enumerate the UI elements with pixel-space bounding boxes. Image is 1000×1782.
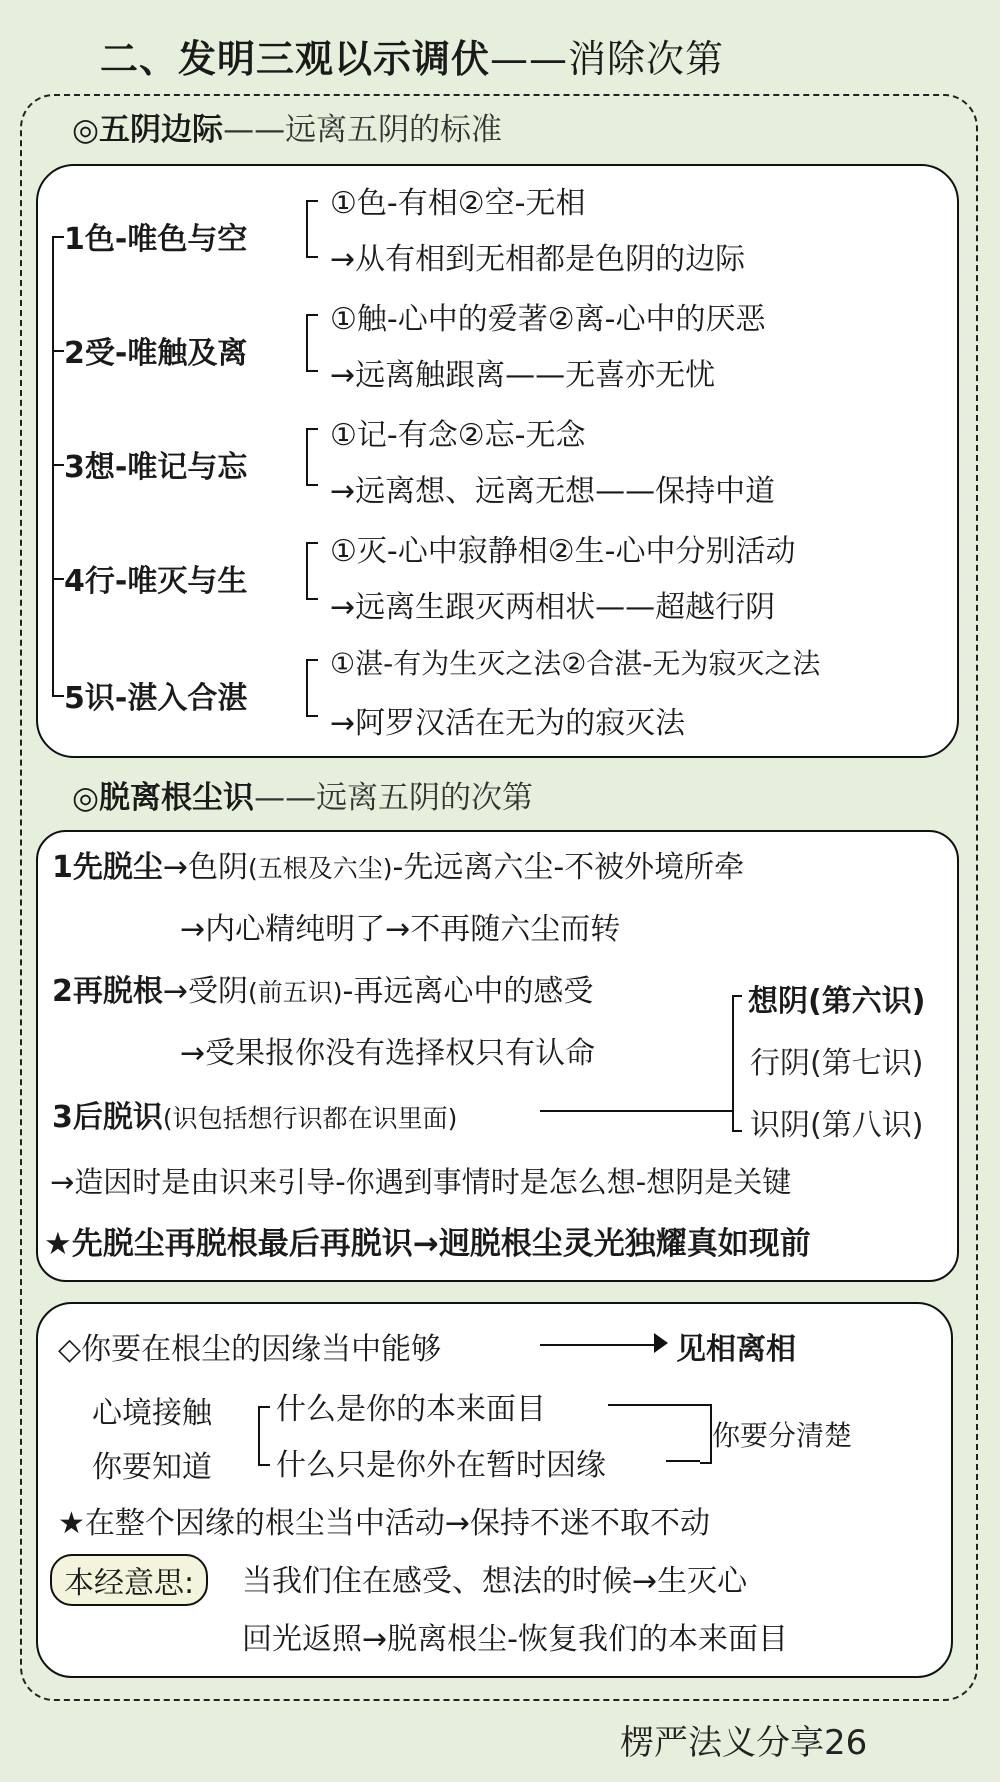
right-join-bracket xyxy=(700,1404,712,1464)
step2-line2: →受果报你没有选择权只有认命 xyxy=(180,1036,596,1071)
section1-item-label: 1色-唯色与空 xyxy=(64,222,248,257)
left-b: 你要知道 xyxy=(92,1450,212,1485)
section1-item-label: 4行-唯灭与生 xyxy=(64,564,248,599)
right-group-bracket xyxy=(732,995,734,1130)
right-item-xiangyin: 想阴(第六识) xyxy=(748,984,926,1019)
mid-b: 什么只是你外在暂时因缘 xyxy=(276,1448,606,1483)
section1-item-line2: →远离想、远离无想——保持中道 xyxy=(330,474,776,509)
section1-item-line2: →阿罗汉活在无为的寂灭法 xyxy=(330,706,686,741)
meaning-pill: 本经意思: xyxy=(50,1554,208,1606)
step3-line: 3后脱识(识包括想行识都在识里面) xyxy=(52,1100,458,1135)
meaning-line1: 当我们住在感受、想法的时候→生灭心 xyxy=(242,1564,748,1599)
section1-item-line1: ①触-心中的爱著②离-心中的厌恶 xyxy=(330,302,766,337)
cause-line: →造因时是由识来引导-你遇到事情时是怎么想-想阴是关键 xyxy=(50,1165,792,1199)
item-bracket xyxy=(306,542,318,600)
page-title: 二、发明三观以示调伏——消除次第 xyxy=(100,37,725,81)
right-item-xingyin: 行阴(第七识) xyxy=(750,1046,924,1081)
left-a: 心境接触 xyxy=(92,1396,212,1431)
item-bracket xyxy=(306,200,318,258)
section1-heading: ◎五阴边际——远离五阴的标准 xyxy=(72,112,503,148)
section1-item-line1: ①湛-有为生灭之法②合湛-无为寂灭之法 xyxy=(330,647,821,680)
mid-bracket xyxy=(258,1406,270,1466)
right-item-shiyin: 识阴(第八识) xyxy=(750,1108,924,1143)
footer-caption: 楞严法义分享26 xyxy=(620,1723,868,1763)
step1-line: 1先脱尘→色阴(五根及六尘)-先远离六尘-不被外境所牵 xyxy=(52,850,745,885)
step1-line2: →内心精纯明了→不再随六尘而转 xyxy=(180,912,621,947)
item-bracket xyxy=(306,314,318,372)
section1-item-label: 5识-湛入合湛 xyxy=(64,681,248,716)
mid-a: 什么是你的本来面目 xyxy=(276,1392,546,1427)
long-arrow xyxy=(540,1344,658,1346)
star-line: ★先脱尘再脱根最后再脱识→迥脱根尘灵光独耀真如现前 xyxy=(44,1226,811,1262)
section3-line1: ◇你要在根尘的因缘当中能够 xyxy=(58,1332,442,1367)
meaning-line2: 回光返照→脱离根尘-恢复我们的本来面目 xyxy=(242,1622,788,1657)
step3-label: 3后脱识 xyxy=(52,1100,163,1135)
section1-item-line1: ①灭-心中寂静相②生-心中分别活动 xyxy=(330,534,796,569)
see-form-leave-form: 见相离相 xyxy=(676,1332,796,1367)
section1-item-label: 3想-唯记与忘 xyxy=(64,450,248,485)
section1-item-line2: →从有相到无相都是色阴的边际 xyxy=(330,242,746,277)
section1-item-label: 2受-唯触及离 xyxy=(64,336,248,371)
item-bracket xyxy=(306,428,318,486)
section1-main-bracket xyxy=(52,236,54,696)
right-note: 你要分清楚 xyxy=(712,1419,853,1452)
section1-item-line1: ①记-有念②忘-无念 xyxy=(330,418,586,453)
step3-connector xyxy=(540,1110,732,1112)
step1-label: 1先脱尘 xyxy=(52,850,163,885)
arrow-head-icon xyxy=(654,1333,668,1353)
section2-heading: ◎脱离根尘识——远离五阴的次第 xyxy=(72,780,534,816)
item-bracket xyxy=(306,659,318,717)
step2-line: 2再脱根→受阴(前五识)-再远离心中的感受 xyxy=(52,974,594,1009)
step2-label: 2再脱根 xyxy=(52,974,163,1009)
section1-item-line1: ①色-有相②空-无相 xyxy=(330,186,586,221)
section1-item-line2: →远离触跟离——无喜亦无忧 xyxy=(330,358,716,393)
section3-star: ★在整个因缘的根尘当中活动→保持不迷不取不动 xyxy=(58,1506,711,1541)
section1-item-line2: →远离生跟灭两相状——超越行阴 xyxy=(330,590,776,625)
